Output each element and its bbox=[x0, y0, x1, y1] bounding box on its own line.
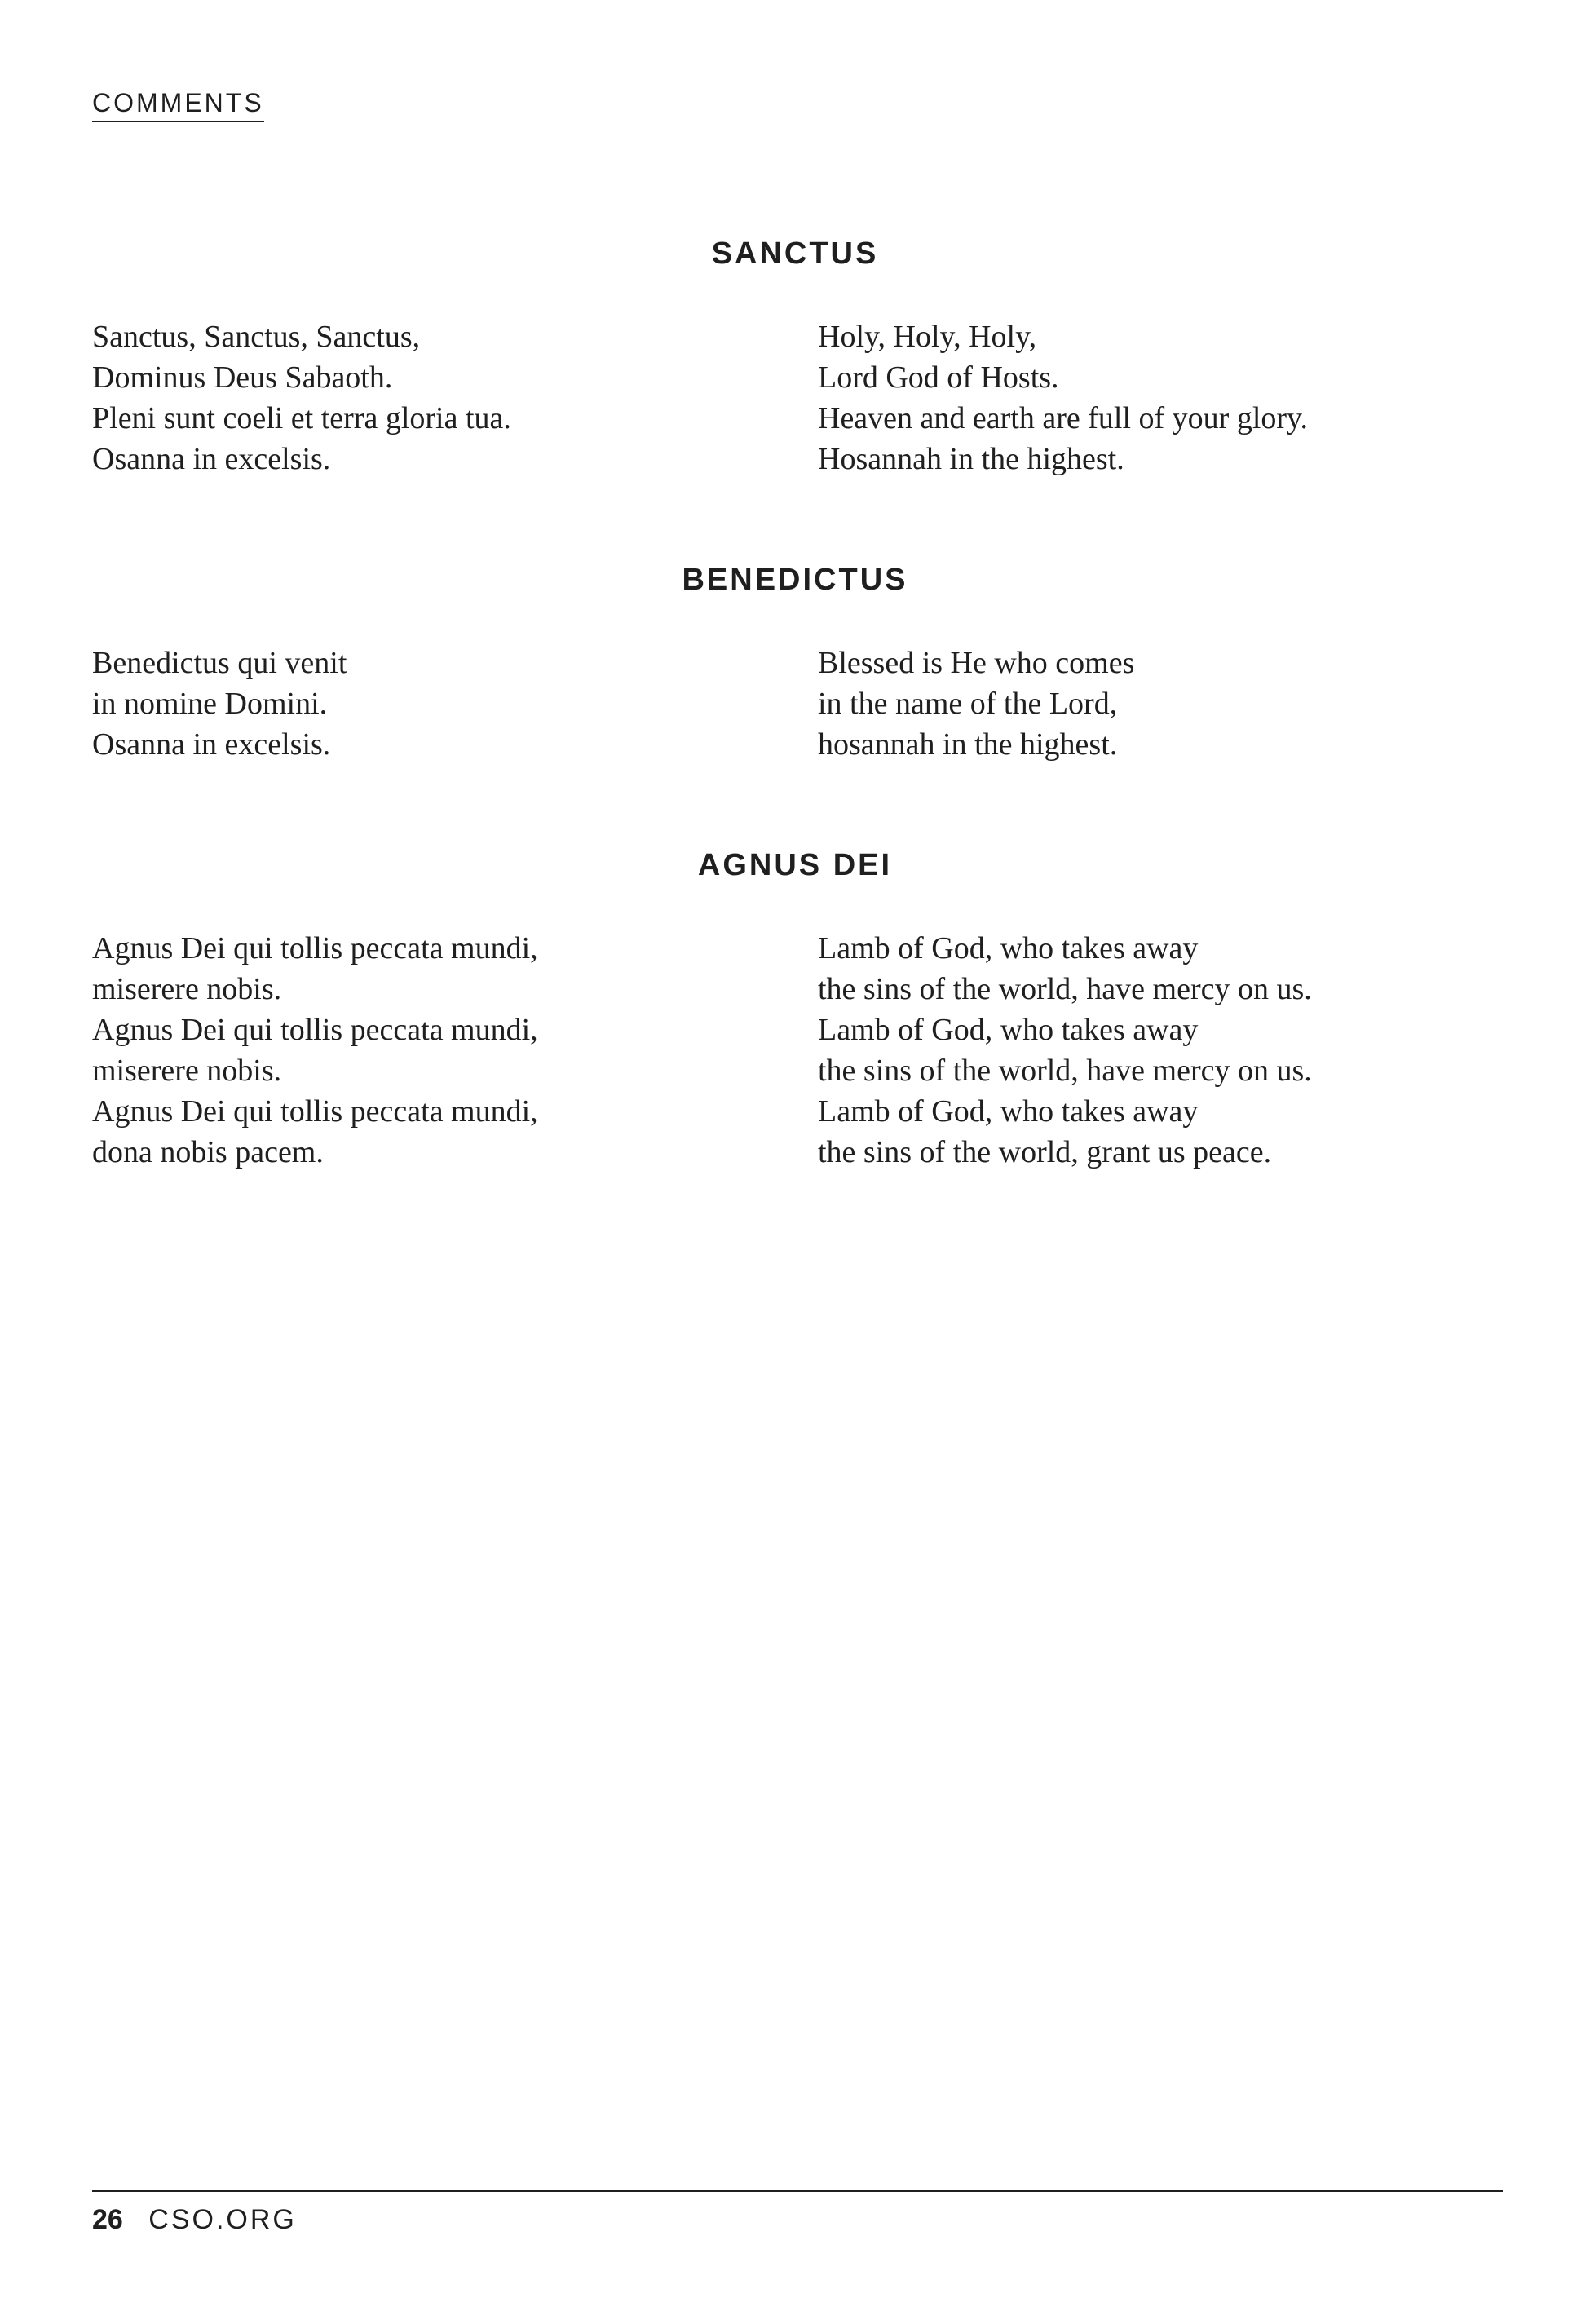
verse-line: Dominus Deus Sabaoth. bbox=[92, 360, 393, 395]
benedictus-heading: BENEDICTUS bbox=[682, 563, 908, 597]
verse-line: miserere nobis. bbox=[92, 972, 282, 1006]
verse-line: Sanctus, Sanctus, Sanctus, bbox=[92, 320, 421, 354]
verse-line: Lamb of God, who takes away bbox=[818, 1013, 1199, 1047]
footer-site-label: CSO.ORG bbox=[148, 2204, 297, 2235]
verse-line: miserere nobis. bbox=[92, 1054, 282, 1088]
verse-line: Osanna in excelsis. bbox=[92, 442, 331, 476]
verse-line: the sins of the world, have mercy on us. bbox=[818, 1054, 1312, 1088]
verse-line: Agnus Dei qui tollis peccata mundi, bbox=[92, 1013, 538, 1047]
verse-line: in nomine Domini. bbox=[92, 687, 328, 721]
verse-line: Blessed is He who comes bbox=[818, 646, 1135, 680]
footer-divider bbox=[92, 2190, 1503, 2192]
verse-line: hosannah in the highest. bbox=[818, 727, 1118, 762]
verse-line: Agnus Dei qui tollis peccata mundi, bbox=[92, 1094, 538, 1129]
verse-line: the sins of the world, have mercy on us. bbox=[818, 972, 1312, 1006]
benedictus-latin-text bbox=[92, 643, 347, 765]
verse-line: Benedictus qui venit bbox=[92, 646, 347, 680]
verse-line: in the name of the Lord, bbox=[818, 687, 1118, 721]
verse-line: Lord God of Hosts. bbox=[818, 360, 1059, 395]
agnus-dei-english-text bbox=[818, 928, 1312, 1173]
verse-line: Lamb of God, who takes away bbox=[818, 1094, 1199, 1129]
verse-line: Hosannah in the highest. bbox=[818, 442, 1124, 476]
verse-line: Holy, Holy, Holy, bbox=[818, 320, 1037, 354]
sanctus-heading: SANCTUS bbox=[711, 236, 879, 271]
sanctus-latin-text bbox=[92, 316, 511, 479]
verse-line: Agnus Dei qui tollis peccata mundi, bbox=[92, 931, 538, 965]
agnus-dei-heading: AGNUS DEI bbox=[697, 848, 893, 882]
verse-line: Heaven and earth are full of your glory. bbox=[818, 401, 1309, 435]
verse-line: dona nobis pacem. bbox=[92, 1135, 324, 1169]
sanctus-english-text bbox=[818, 316, 1308, 479]
benedictus-english-text bbox=[818, 643, 1134, 765]
verse-line: the sins of the world, grant us peace. bbox=[818, 1135, 1272, 1169]
section-label: COMMENTS bbox=[92, 86, 264, 122]
verse-line: Lamb of God, who takes away bbox=[818, 931, 1199, 965]
verse-line: Osanna in excelsis. bbox=[92, 727, 331, 762]
page-number: 26 bbox=[92, 2204, 123, 2235]
verse-line: Pleni sunt coeli et terra gloria tua. bbox=[92, 401, 511, 435]
agnus-dei-latin-text bbox=[92, 928, 538, 1173]
page-footer bbox=[92, 2202, 297, 2238]
